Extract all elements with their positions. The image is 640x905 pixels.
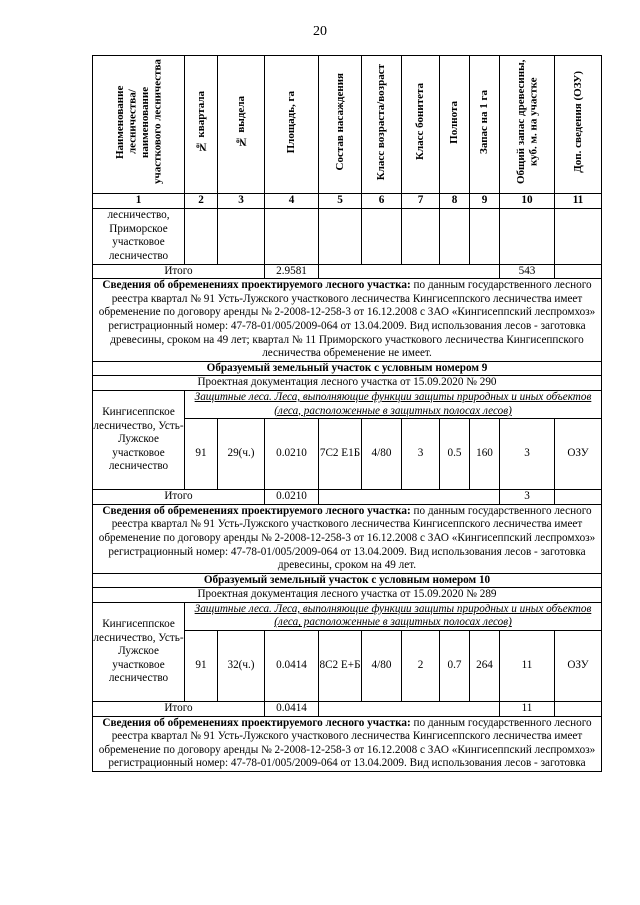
col-number: 11 (555, 193, 602, 208)
total-stock: 543 (500, 264, 555, 279)
total-stock-cell: 3 (500, 419, 555, 490)
forest-purpose: Защитные леса. Леса, выполняющие функции защиты природных и иных объектов (леса, расположенные в защитных полосах лесов) (185, 390, 602, 418)
encumbrance-text: по данным государственного лесного реестра квартал № 91 Усть-Лужского участкового лесничества Кингисеппского лесничества имеет обременение по договору аренды № 2-2008-12-258-3 от 16.12.2008 с ЗАО «Кингисеппский леспромхоз» регистрационный номер: 47-78-01/005/2009-064 от 13.04.2009. Вид использования лесов - заготовка (98, 716, 596, 770)
age-cell: 4/80 (362, 419, 402, 490)
ozu-cell: ОЗУ (555, 631, 602, 702)
encumbrance-text: по данным государственного лесного реестра квартал № 91 Усть-Лужского участкового лесничества Кингисеппского лесничества имеет обременение по договору аренды № 2-2008-12-258-3 от 16.12.2008 с ЗАО «Кингисеппский леспромхоз» регистрационный номер: 47-78-01/005/2009-064 от 13.04.2009. Вид использования лесов - заготовка древесины, сроком на 49 лет. (98, 504, 596, 572)
encumbrance-title: Сведения об обременениях проектируемого лесного участка: (102, 716, 411, 729)
plot-title-row (93, 361, 602, 376)
forestry-name-cell: Кингисеппское лесничество, Усть-Лужское участковое лесничество (93, 390, 185, 489)
page-number: 20 (313, 24, 327, 39)
stock-per-ha-cell: 160 (470, 419, 500, 490)
encumbrance-text: по данным государственного лесного реестра квартал № 91 Усть-Лужского участкового лесничества Кингисеппского лесничества имеет обременение по договору аренды № 2-2008-12-258-3 от 16.12.2008 с ЗАО «Кингисеппский леспромхоз» регистрационный номер: 47-78-01/005/2009-064 от 13.04.2009. Вид использования лесов - заготовка древесины, сроком на 49 лет; квартал № 11 Приморского участкового лесничества Кингисеппского лесничества обременение не имеет. (98, 279, 596, 360)
plot-10-title: Образуемый земельный участок с условным номером 10 (93, 573, 602, 588)
col-number: 5 (319, 193, 362, 208)
encumbrance-row (93, 279, 602, 362)
col-header: Класс бонитета (402, 56, 440, 194)
col-number: 9 (470, 193, 500, 208)
col-number: 4 (265, 193, 319, 208)
plot-doc-row (93, 376, 602, 391)
bonitet-cell: 3 (402, 419, 440, 490)
total-label: Итого (93, 702, 265, 717)
total-row (93, 702, 602, 717)
total-label: Итого (93, 264, 265, 279)
total-row (93, 264, 602, 279)
col-number: 3 (218, 193, 265, 208)
total-stock: 11 (500, 702, 555, 717)
col-header: Полнота (440, 56, 470, 194)
col-number: 6 (362, 193, 402, 208)
col-number: 8 (440, 193, 470, 208)
ozu-cell: ОЗУ (555, 419, 602, 490)
table-row (93, 208, 602, 264)
age-cell: 4/80 (362, 631, 402, 702)
section-cell: 29(ч.) (218, 419, 265, 490)
total-stock-cell: 11 (500, 631, 555, 702)
col-number: 2 (185, 193, 218, 208)
quarter-cell: 91 (185, 419, 218, 490)
encumbrance-info (93, 504, 602, 573)
section-cell: 32(ч.) (218, 631, 265, 702)
area-cell: 0.0414 (265, 631, 319, 702)
area-cell: 0.0210 (265, 419, 319, 490)
col-number: 7 (402, 193, 440, 208)
total-area: 0.0414 (265, 702, 319, 717)
header-row (93, 56, 602, 194)
encumbrance-title: Сведения об обременениях проектируемого лесного участка: (102, 279, 411, 292)
forest-purpose: Защитные леса. Леса, выполняющие функции защиты природных и иных объектов (леса, расположенные в защитных полосах лесов) (185, 602, 602, 630)
stock-per-ha-cell: 264 (470, 631, 500, 702)
col-header: Состав насаждения (319, 56, 362, 194)
plot-title-row (93, 573, 602, 588)
composition-cell: 7С2 Е1Б (319, 419, 362, 490)
plot-doc-row (93, 588, 602, 603)
col-number: 1 (93, 193, 185, 208)
forestry-name-cell: Кингисеппское лесничество, Усть-Лужское участковое лесничество (93, 602, 185, 701)
total-area: 2.9581 (265, 264, 319, 279)
encumbrance-info (93, 716, 602, 771)
encumbrance-row (93, 716, 602, 771)
col-header: Запас на 1 га (470, 56, 500, 194)
total-row (93, 490, 602, 505)
col-header: Доп. сведения (ОЗУ) (555, 56, 602, 194)
plot-10-document: Проектная документация лесного участка от 15.09.2020 № 289 (93, 588, 602, 603)
plot-purpose-row (93, 390, 602, 418)
col-header: Общий запас древесины, куб. м. на участке (500, 56, 555, 194)
encumbrance-info (93, 279, 602, 362)
total-label: Итого (93, 490, 265, 505)
col-header: Площадь, га (265, 56, 319, 194)
col-header: Класс возраста/возраст (362, 56, 402, 194)
total-stock: 3 (500, 490, 555, 505)
col-header: № выдела (218, 56, 265, 194)
density-cell: 0.7 (440, 631, 470, 702)
quarter-cell: 91 (185, 631, 218, 702)
encumbrance-title: Сведения об обременениях проектируемого лесного участка: (102, 504, 411, 517)
total-area: 0.0210 (265, 490, 319, 505)
plot-9-document: Проектная документация лесного участка от 15.09.2020 № 290 (93, 376, 602, 391)
col-header: № квартала (185, 56, 218, 194)
col-number: 10 (500, 193, 555, 208)
forestry-name-cell: лесничество, Приморское участковое лесничество (93, 208, 185, 264)
encumbrance-row (93, 504, 602, 573)
forest-plots-table (92, 55, 602, 772)
col-header: Наименование лесничества/ наименование участкового лесничества (93, 56, 185, 194)
plot-9-title: Образуемый земельный участок с условным номером 9 (93, 361, 602, 376)
composition-cell: 8С2 Е+Б (319, 631, 362, 702)
column-number-row (93, 193, 602, 208)
bonitet-cell: 2 (402, 631, 440, 702)
plot-purpose-row (93, 602, 602, 630)
density-cell: 0.5 (440, 419, 470, 490)
